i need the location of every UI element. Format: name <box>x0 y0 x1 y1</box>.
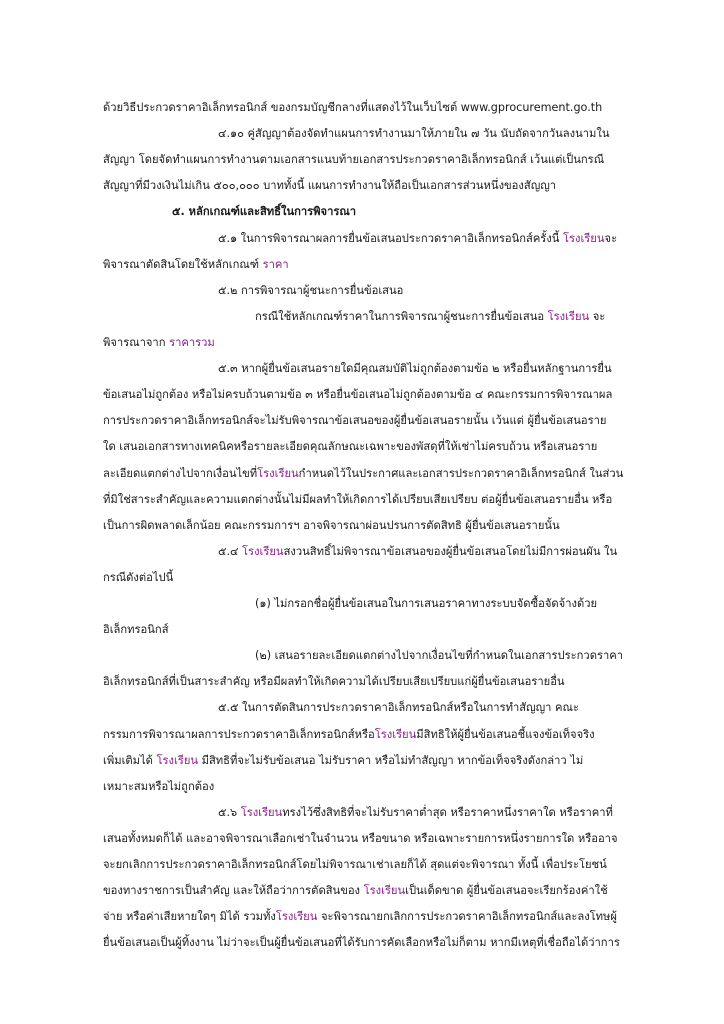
text-segment: จะยกเลิกการประกวดราคาอิเล็กทรอนิกส์โดยไม่พิจารณาเช่าเลยก็ได้ สุดแต่จะพิจารณา ทั้งนี้ เพื่อประโยชน์ <box>103 858 607 871</box>
highlighted-term: โรงเรียน <box>242 545 284 558</box>
text-segment: สงวนสิทธิ์ไม่พิจารณาข้อเสนอของผู้ยื่นข้อเสนอโดยไม่มีการผ่อนผัน ใน <box>283 545 618 558</box>
text-segment: (๒) เสนอรายละเอียดแตกต่างไปจากเงื่อนไขที่กำหนดในเอกสารประกวดราคา <box>255 649 624 662</box>
text-segment: ยื่นข้อเสนอเป็นผู้ทิ้งงาน ไม่ว่าจะเป็นผู้ยื่นข้อเสนอที่ได้รับการคัดเลือกหรือไม่ก็ตาม หากมีเหตุที่เชื่อถือได้ว่าการ <box>103 936 620 949</box>
text-segment: มีสิทธิให้ผู้ยื่นข้อเสนอชี้แจงข้อเท็จจริง <box>416 728 595 741</box>
text-segment: เป็นการผิดพลาดเล็กน้อย คณะกรรมการฯ อาจพิจารณาผ่อนปรนการตัดสิทธิ ผู้ยื่นข้อเสนอรายนั้น <box>103 519 560 532</box>
text-segment: ใด เสนอเอกสารทางเทคนิคหรือรายละเอียดคุณลักษณะเฉพาะของพัสดุที่ให้เช่าไม่ครบถ้วน หรือเสนอราย <box>103 440 598 453</box>
text-line <box>218 283 403 299</box>
text-line <box>218 231 617 247</box>
text-segment: ทรงไว้ซึ่งสิทธิที่จะไม่รับราคาต่ำสุด หรือราคาหนึ่งราคาใด หรือราคาที่ <box>282 806 613 819</box>
text-segment: อิเล็กทรอนิกส์ที่เป็นสาระสำคัญ หรือมีผลทำให้เกิดความได้เปรียบเสียเปรียบแก่ผู้ยื่นข้อเสนอรายอื่น <box>103 675 565 688</box>
highlighted-term: โรงเรียน <box>363 884 406 897</box>
text-segment: ๕.๕ ในการตัดสินการประกวดราคาอิเล็กทรอนิกส์หรือในการทำสัญญา คณะ <box>218 701 579 714</box>
text-line <box>103 100 602 116</box>
text-line <box>103 909 617 925</box>
text-line <box>103 831 618 847</box>
text-line <box>172 204 356 220</box>
text-line <box>218 361 612 377</box>
text-line <box>103 439 597 455</box>
text-line <box>103 257 289 273</box>
text-segment: จะพิจารณายกเลิกการประกวดราคาอิเล็กทรอนิกส์และลงโทษผู้ <box>317 910 617 923</box>
text-segment: กรณีดังต่อไปนี้ <box>103 571 174 584</box>
text-segment: จ่าย หรือค่าเสียหายใดๆ มิได้ รวมทั้ง <box>103 910 276 923</box>
text-segment: เป็นเด็ดขาด ผู้ยื่นข้อเสนอจะเรียกร้องค่าใช้ <box>405 884 608 897</box>
highlighted-term: โรงเรียน <box>240 806 283 819</box>
text-line <box>255 596 597 612</box>
text-segment: พิจารณาจาก <box>103 336 170 349</box>
text-segment: ที่มิใช่สาระสำคัญและความแตกต่างนั้นไม่มีผลทำให้เกิดการได้เปรียบเสียเปรียบ ต่อผู้ยื่นข้อเสนอรายอื่น หรือ <box>103 493 613 506</box>
text-line <box>103 518 560 534</box>
text-segment: กรณีใช้หลักเกณฑ์ราคาในการพิจารณาผู้ชนะการยื่นข้อเสนอ <box>255 310 548 323</box>
text-segment: เสนอทั้งหมดก็ได้ และอาจพิจารณาเลือกเช่าในจำนวน หรือขนาด หรือเฉพาะรายการหนึ่งรายการใด หรืออาจ <box>103 832 618 845</box>
highlighted-term: โรงเรียน <box>257 467 299 480</box>
text-line <box>218 126 610 142</box>
text-line <box>103 570 173 586</box>
text-line <box>103 466 623 482</box>
highlighted-term: ราคารวม <box>169 336 215 349</box>
text-segment: ๕.๑ ในการพิจารณาผลการยื่นข้อเสนอประกวดราคาอิเล็กทรอนิกส์ครั้งนี้ <box>218 232 563 245</box>
text-line <box>103 883 608 899</box>
highlighted-term: โรงเรียน <box>156 754 199 767</box>
text-segment: การประกวดราคาอิเล็กทรอนิกส์จะไม่รับพิจารณาข้อเสนอของผู้ยื่นข้อเสนอรายนั้น เว้นแต่ ผู้ยื่นข้อเสนอราย <box>103 414 607 427</box>
text-line <box>218 805 613 821</box>
text-line <box>255 648 623 664</box>
text-segment: กรรมการพิจารณาผลการประกวดราคาอิเล็กทรอนิกส์หรือ <box>103 728 375 741</box>
text-line <box>103 622 169 638</box>
highlighted-term: โรงเรียน <box>547 310 590 323</box>
text-segment: ๕.๖ <box>218 806 241 819</box>
text-line <box>103 727 595 743</box>
text-line <box>103 152 604 168</box>
highlighted-term: ราคา <box>262 258 289 271</box>
highlighted-term: โรงเรียน <box>275 910 318 923</box>
highlighted-term: โรงเรียน <box>374 728 417 741</box>
text-segment: ๔.๑๐ คู่สัญญาต้องจัดทำแผนการทำงานมาให้ภายใน ๗ วัน นับถัดจากวันลงนามใน <box>218 127 610 140</box>
text-segment: ด้วยวิธีประกวดราคาอิเล็กทรอนิกส์ ของกรมบัญชีกลางที่แสดงไว้ในเว็บไซต์ www.gprocurement.go.th <box>103 101 603 114</box>
text-line <box>103 857 607 873</box>
text-segment: ๕.๔ <box>218 545 243 558</box>
text-line <box>218 700 579 716</box>
text-segment: จะ <box>604 232 618 245</box>
text-segment: สัญญาที่มีวงเงินไม่เกิน ๕๐๐,๐๐๐ บาททั้งนี้ แผนการทำงานให้ถือเป็นเอกสารส่วนหนึ่งของสัญญา <box>103 179 557 192</box>
text-segment: (๑) ไม่กรอกชื่อผู้ยื่นข้อเสนอในการเสนอราคาทางระบบจัดซื้อจัดจ้างด้วย <box>255 597 598 610</box>
text-segment: พิจารณาตัดสินโดยใช้หลักเกณฑ์ <box>103 258 263 271</box>
text-segment: เหมาะสมหรือไม่ถูกต้อง <box>103 780 215 793</box>
text-line <box>218 544 617 560</box>
text-line <box>103 492 612 508</box>
text-line <box>103 335 215 351</box>
highlighted-term: โรงเรียน <box>562 232 605 245</box>
text-segment: อิเล็กทรอนิกส์ <box>103 623 169 636</box>
text-line <box>103 387 612 403</box>
text-line <box>103 674 565 690</box>
text-line <box>103 178 556 194</box>
text-segment: ๕.๓ หากผู้ยื่นข้อเสนอรายใดมีคุณสมบัติไม่ถูกต้องตามข้อ ๒ หรือยื่นหลักฐานการยื่น <box>218 362 612 375</box>
text-line <box>255 309 605 325</box>
text-segment: จะ <box>589 310 606 323</box>
text-line <box>103 935 620 951</box>
text-segment: กำหนดไว้ในประกาศและเอกสารประกวดราคาอิเล็กทรอนิกส์ ในส่วน <box>298 467 624 480</box>
text-segment: มีสิทธิที่จะไม่รับข้อเสนอ ไม่รับราคา หรือไม่ทำสัญญา หากข้อเท็จจริงดังกล่าว ไม่ <box>198 754 584 767</box>
text-line <box>103 413 606 429</box>
text-line <box>103 753 583 769</box>
text-segment: สัญญา โดยจัดทำแผนการทำงานตามเอกสารแนบท้ายเอกสารประกวดราคาอิเล็กทรอนิกส์ เว้นแต่เป็นกรณี <box>103 153 605 166</box>
text-segment: เพิ่มเติมได้ <box>103 754 157 767</box>
text-segment: ๕. หลักเกณฑ์และสิทธิ์ในการพิจารณา <box>172 205 357 218</box>
text-line <box>103 779 214 795</box>
text-segment: ละเอียดแตกต่างไปจากเงื่อนไขที่ <box>103 467 258 480</box>
text-segment: ๕.๒ การพิจารณาผู้ชนะการยื่นข้อเสนอ <box>218 284 404 297</box>
text-segment: ของทางราชการเป็นสำคัญ และให้ถือว่าการตัดสินของ <box>103 884 364 897</box>
text-segment: ข้อเสนอไม่ถูกต้อง หรือไม่ครบถ้วนตามข้อ ๓ หรือยื่นข้อเสนอไม่ถูกต้องตามข้อ ๔ คณะกรรมการพิจารณาผล <box>103 388 613 401</box>
